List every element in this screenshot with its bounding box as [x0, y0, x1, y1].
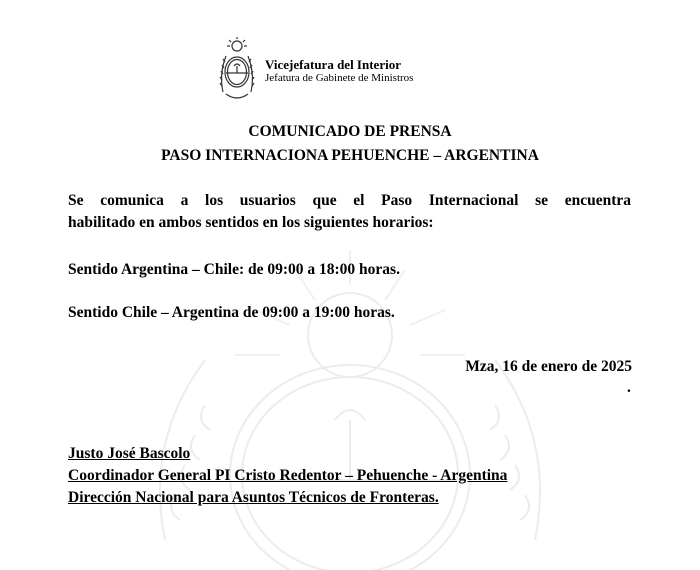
- organization-name: Vicejefatura del Interior: [265, 57, 401, 72]
- intro-line-1: Se comunica a los usuarios que el Paso Internacional se encuentra: [68, 192, 631, 209]
- organization-header: [265, 58, 413, 84]
- signatory-role: Coordinador General PI Cristo Redentor – Pehuenche - Argentina: [68, 467, 508, 484]
- organization-subname: Jefatura de Gabinete de Ministros: [265, 72, 414, 84]
- dateline: Mza, 16 de enero de 2025: [465, 358, 632, 375]
- dateline-dot: .: [627, 379, 631, 396]
- signatory-office: Dirección Nacional para Asuntos Técnicos de Fronteras.: [68, 489, 439, 506]
- coat-of-arms-watermark-icon: [105, 240, 595, 570]
- signatory-name: Justo José Bascolo: [68, 445, 191, 462]
- document-subtitle: PASO INTERNACIONA PEHUENCHE – ARGENTINA: [161, 147, 539, 164]
- intro-line-2: habilitado en ambos sentidos en los siguientes horarios:: [68, 214, 434, 231]
- schedule-chile-argentina: Sentido Chile – Argentina de 09:00 a 19:00 horas.: [68, 304, 395, 321]
- schedule-argentina-chile: Sentido Argentina – Chile: de 09:00 a 18:00 horas.: [68, 261, 400, 278]
- argentina-coat-of-arms-icon: [218, 36, 256, 102]
- document-title: COMUNICADO DE PRENSA: [248, 123, 452, 140]
